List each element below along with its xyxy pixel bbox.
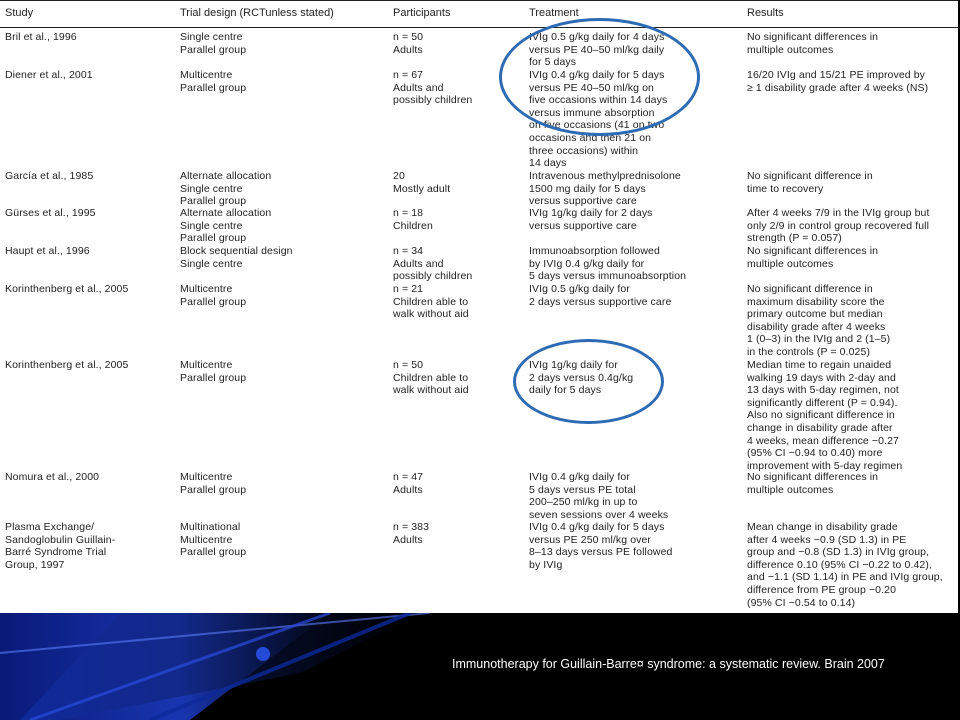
cell-study: García et al., 1985 (5, 170, 94, 182)
header-participants: Participants (393, 7, 451, 19)
header-treatment: Treatment (529, 7, 579, 19)
cell-treatment: IVIg 1g/kg daily for 2 days versus supportive care (529, 207, 653, 232)
cell-study: Nomura et al., 2000 (5, 471, 100, 483)
cell-treatment: IVIg 0.5 g/kg daily for 2 days versus supportive care (529, 283, 672, 308)
cell-participants: n = 50 Adults (393, 31, 424, 56)
cell-study: Korinthenberg et al., 2005 (5, 359, 129, 371)
cell-treatment: Immunoabsorption followed by IVIg 0.4 g/kg daily for 5 days versus immunoabsorption (529, 245, 687, 283)
cell-trial-design: Alternate allocation Single centre Parallel group (180, 170, 272, 208)
cell-treatment: IVIg 0.4 g/kg daily for 5 days versus PE 40–50 ml/kg on five occasions within 14 days versus immune absorption on five occasions (41 on two occasions and then 21 on three occasions) within 14 days (529, 69, 668, 170)
table-top-rule (0, 0, 958, 1)
cell-trial-design: Multicentre Parallel group (180, 471, 247, 496)
cell-participants: n = 47 Adults (393, 471, 424, 496)
cell-treatment: Intravenous methylprednisolone 1500 mg daily for 5 days versus supportive care (529, 170, 681, 208)
cell-results: No significant difference in time to recovery (747, 170, 873, 195)
cell-study: Korinthenberg et al., 2005 (5, 283, 129, 295)
cell-results: Median time to regain unaided walking 19 days with 2-day and 13 days with 5-day regimen, not significantly different (P = 0.94). Also no significant difference in change in disability grade after 4 weeks, mean difference −0.27 (95% CI −0.94 to 0.40) more improvement with 5-day regimen (747, 359, 903, 472)
cell-trial-design: Multicentre Parallel group (180, 283, 247, 308)
cell-trial-design: Multinational Multicentre Parallel group (180, 521, 247, 559)
cell-results: No significant differences in multiple outcomes (747, 31, 879, 56)
header-trial-design: Trial design (RCTunless stated) (180, 7, 334, 19)
cell-treatment: IVIg 0.4 g/kg daily for 5 days versus PE 250 ml/kg over 8–13 days versus PE followed by IVIg (529, 521, 673, 571)
cell-participants: n = 383 Adults (393, 521, 430, 546)
cell-results: No significant difference in maximum disability score the primary outcome but median disability grade after 4 weeks 1 (0–3) in the IVIg and 2 (1–5) in the controls (P = 0.025) (747, 283, 891, 358)
cell-participants: n = 67 Adults and possibly children (393, 69, 473, 107)
cell-treatment: IVIg 1g/kg daily for 2 days versus 0.4g/kg daily for 5 days (529, 359, 634, 397)
cell-participants: n = 21 Children able to walk without aid (393, 283, 469, 321)
cell-trial-design: Multicentre Parallel group (180, 359, 247, 384)
cell-trial-design: Single centre Parallel group (180, 31, 247, 56)
cell-results: No significant differences in multiple outcomes (747, 471, 879, 496)
header-results: Results (747, 7, 784, 19)
cell-results: After 4 weeks 7/9 in the IVIg group but only 2/9 in control group recovered full strength (P = 0.057) (747, 207, 930, 245)
cell-trial-design: Multicentre Parallel group (180, 69, 247, 94)
cell-study: Diener et al., 2001 (5, 69, 93, 81)
cell-participants: n = 50 Children able to walk without aid (393, 359, 469, 397)
cell-study: Bril et al., 1996 (5, 31, 77, 43)
cell-results: 16/20 IVIg and 15/21 PE improved by ≥ 1 disability grade after 4 weeks (NS) (747, 69, 929, 94)
cell-study: Plasma Exchange/ Sandoglobulin Guillain- Barré Syndrome Trial Group, 1997 (5, 521, 116, 571)
cell-results: Mean change in disability grade after 4 weeks −0.9 (SD 1.3) in PE group and −0.8 (SD 1.3) in IVIg group, difference 0.10 (95% CI −0.22 to 0.42), and −1.1 (SD 1.14) in PE and IVIg group, difference from PE group −0.20 (95% CI −0.54 to 0.14) (747, 521, 943, 609)
cell-participants: 20 Mostly adult (393, 170, 451, 195)
cell-participants: n = 34 Adults and possibly children (393, 245, 473, 283)
cell-trial-design: Block sequential design Single centre (180, 245, 293, 270)
source-caption: Immunotherapy for Guillain-Barre¤ syndrome: a systematic review. Brain 2007 (452, 657, 885, 671)
header-study: Study (5, 7, 34, 19)
cell-study: Gürses et al., 1995 (5, 207, 96, 219)
cell-results: No significant differences in multiple outcomes (747, 245, 879, 270)
cell-study: Haupt et al., 1996 (5, 245, 90, 257)
cell-treatment: IVIg 0.5 g/kg daily for 4 days versus PE 40–50 ml/kg daily for 5 days (529, 31, 665, 69)
cell-participants: n = 18 Children (393, 207, 433, 232)
header-rule (0, 27, 958, 28)
cell-treatment: IVIg 0.4 g/kg daily for 5 days versus PE total 200–250 ml/kg in up to seven sessions over 4 weeks (529, 471, 669, 521)
cell-trial-design: Alternate allocation Single centre Parallel group (180, 207, 272, 245)
